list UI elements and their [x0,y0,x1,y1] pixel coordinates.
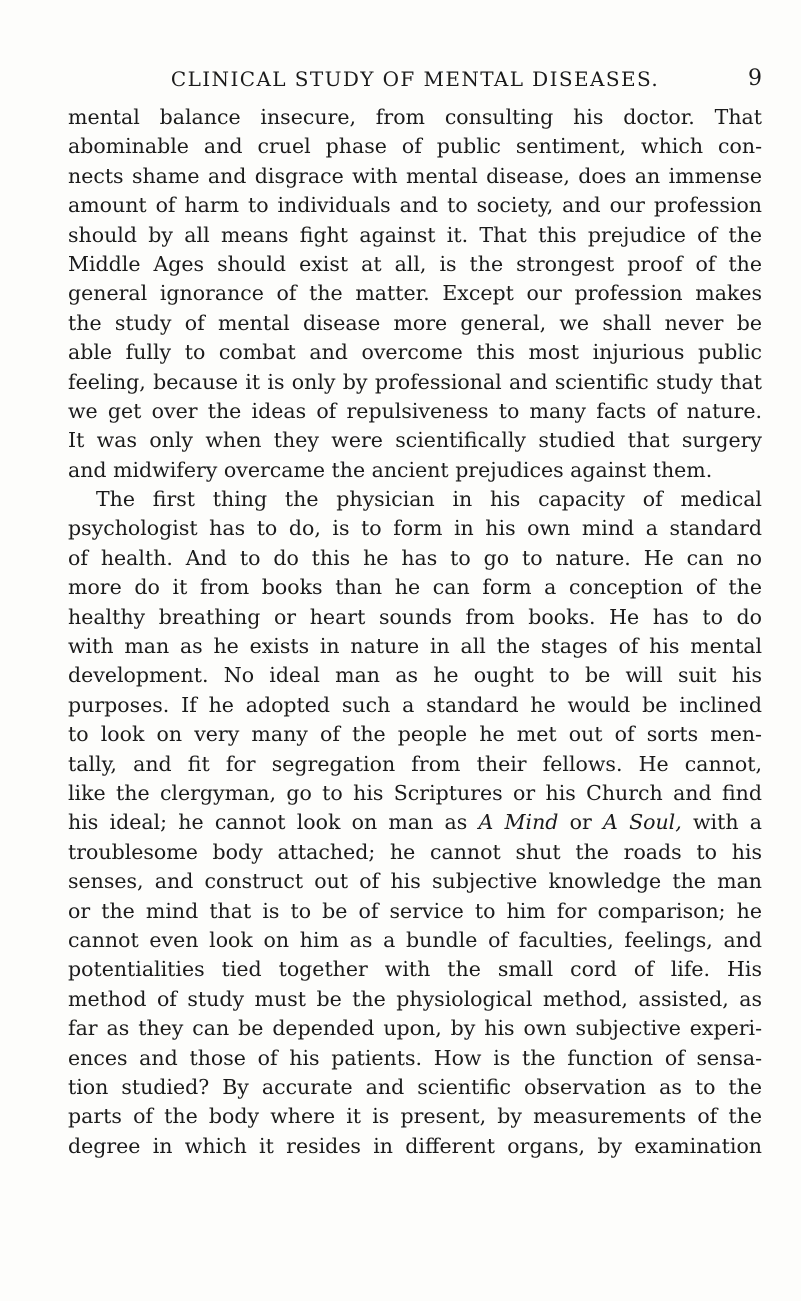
text-line: method of study must be the physiological method, assisted, as [68,986,762,1011]
text-line: tally, and fit for segregation from their fellows. He cannot, [68,751,762,776]
text-line: tion studied? By accurate and scientific observation as to the [68,1074,762,1099]
running-title: CLINICAL STUDY OF MENTAL DISEASES. [170,67,660,91]
italic-title-a-soul: A Soul, [603,810,682,835]
text-run: or [558,810,604,835]
italic-title-a-mind: A Mind [478,810,559,835]
text-line: able fully to combat and overcome this most injurious public [68,340,762,365]
text-line: senses, and construct out of his subjective knowledge the man [68,869,762,894]
text-line: and midwifery overcame the ancient prejudices against them. [68,457,713,482]
text-line: should by all means fight against it. That this prejudice of the [68,222,762,247]
text-line: development. No ideal man as he ought to be will suit his [68,663,762,688]
text-line: abominable and cruel phase of public sentiment, which con- [68,134,762,159]
text-line: troublesome body attached; he cannot shut the roads to his [68,839,762,864]
text-line: degree in which it resides in different organs, by examination [68,1133,762,1158]
text-line: far as they can be depended upon, by his own subjective experi- [68,1016,762,1041]
text-line: or the mind that is to be of service to him for comparison; he [68,898,762,923]
text-line: like the clergyman, go to his Scriptures or his Church and find [68,780,762,805]
text-line: to look on very many of the people he met out of sorts men- [68,722,762,747]
text-line: cannot even look on him as a bundle of faculties, feelings, and [68,927,762,952]
text-line: amount of harm to individuals and to society, and our profession [68,193,762,218]
paragraph-start-line: The first thing the physician in his capacity of medical [96,487,762,512]
text-line: healthy breathing or heart sounds from books. He has to do [68,604,762,629]
text-line: with man as he exists in nature in all the stages of his mental [68,634,762,659]
text-line: purposes. If he adopted such a standard he would be inclined [68,692,762,717]
text-line: It was only when they were scientifically studied that surgery [68,428,762,453]
text-run: his ideal; he cannot look on man as [68,810,479,835]
text-line: the study of mental disease more general, we shall never be [68,310,762,335]
page-number: 9 [748,66,762,91]
text-line: parts of the body where it is present, by measurements of the [68,1104,762,1129]
text-line: nects shame and disgrace with mental disease, does an immense [68,163,762,188]
running-head [68,62,762,96]
text-line: general ignorance of the matter. Except our profession makes [68,281,762,306]
text-line: of health. And to do this he has to go to nature. He can no [68,545,762,570]
text-line: Middle Ages should exist at all, is the strongest proof of the [68,251,762,276]
text-line: potentialities tied together with the small cord of life. His [68,957,762,982]
text-line: psychologist has to do, is to form in his own mind a standard [68,516,762,541]
text-line: more do it from books than he can form a conception of the [68,575,762,600]
text-line: feeling, because it is only by professional and scientific study that [68,369,762,394]
text-line: mental balance insecure, from consulting his doctor. That [68,105,762,129]
text-run: with a [681,810,762,835]
text-line: ences and those of his patients. How is the function of sensa- [68,1045,762,1070]
body-text [68,103,762,1161]
text-line: we get over the ideas of repulsiveness to many facts of nature. [68,398,762,423]
text-line-with-italics [68,808,762,837]
